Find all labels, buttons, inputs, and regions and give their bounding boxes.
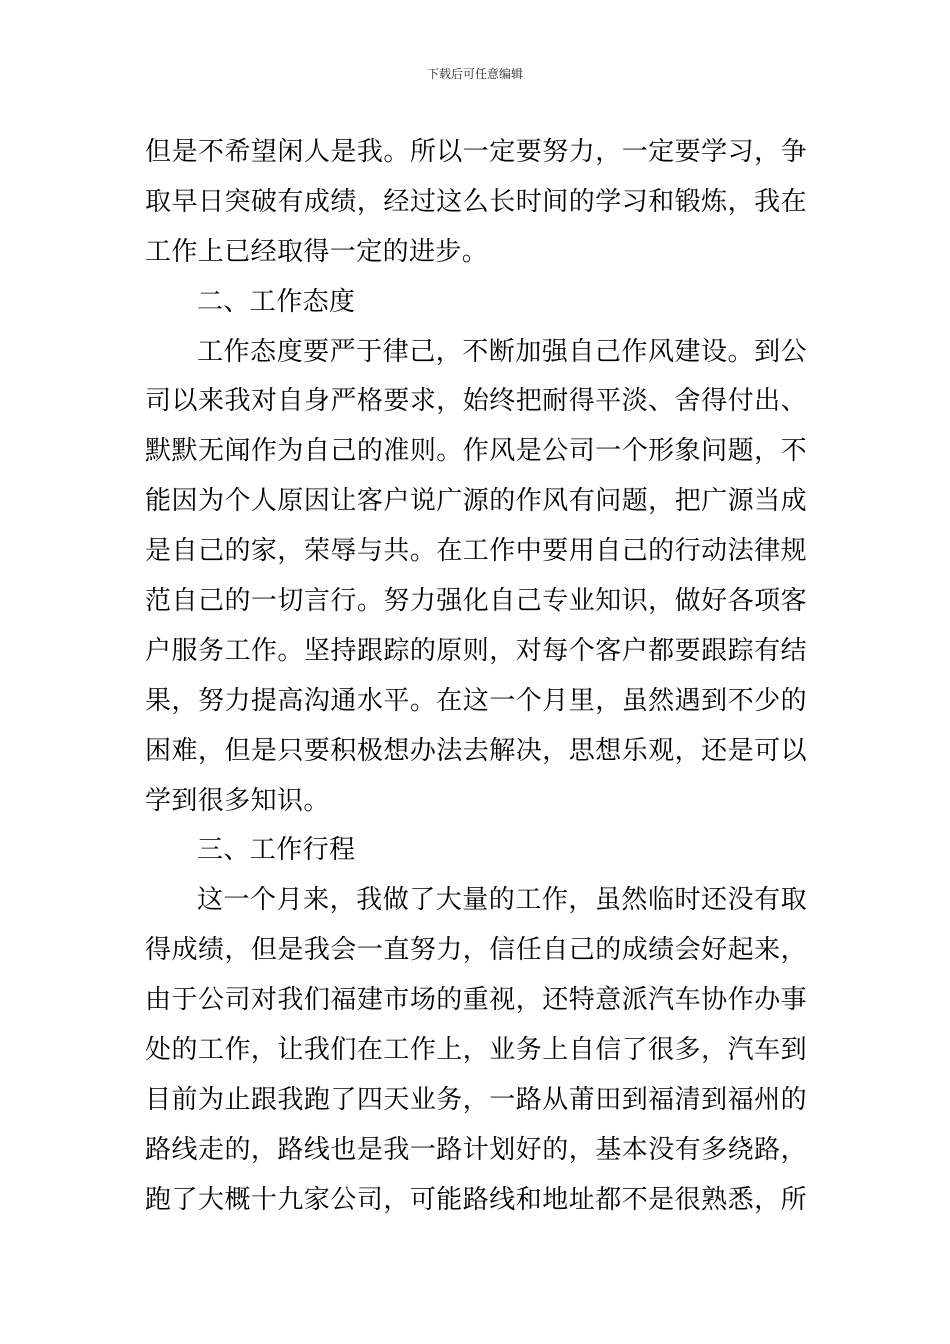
text-line: 学到很多知识。 (145, 785, 330, 816)
page-header: 下载后可任意编辑 (426, 67, 523, 81)
text-line: 工作上已经取得一定的进步。 (145, 236, 489, 267)
body-text (145, 128, 807, 1226)
text-line: 但是不希望闲人是我。所以一定要努力，一定要学习，争 (145, 137, 807, 167)
text-line: 这一个月来，我做了大量的工作，虽然临时还没有取 (197, 885, 807, 916)
text-line: 三、工作行程 (197, 835, 356, 866)
text-line: 取早日突破有成绩，经过这么长时间的学习和锻炼，我在 (145, 186, 807, 217)
text-line: 由于公司对我们福建市场的重视，还特意派汽车协作办事 (145, 985, 807, 1016)
text-line: 默默无闻作为自己的准则。作风是公司一个形象问题，不 (145, 436, 807, 467)
text-line: 果，努力提高沟通水平。在这一个月里，虽然遇到不少的 (145, 685, 807, 716)
text-line: 范自己的一切言行。努力强化自己专业知识，做好各项客 (145, 586, 807, 617)
text-line: 是自己的家，荣辱与共。在工作中要用自己的行动法律规 (145, 536, 807, 567)
text-line: 工作态度要严于律己，不断加强自己作风建设。到公 (197, 336, 807, 367)
text-line: 路线走的，路线也是我一路计划好的，基本没有多绕路， (145, 1134, 807, 1165)
text-line: 能因为个人原因让客户说广源的作风有问题，把广源当成 (145, 486, 807, 517)
text-line: 困难，但是只要积极想办法去解决，思想乐观，还是可以 (145, 735, 807, 766)
text-line: 司以来我对自身严格要求，始终把耐得平淡、舍得付出、 (145, 386, 807, 417)
text-line: 户服务工作。坚持跟踪的原则，对每个客户都要跟踪有结 (145, 635, 807, 666)
text-line: 处的工作，让我们在工作上，业务上自信了很多，汽车到 (145, 1035, 807, 1066)
text-line: 目前为止跟我跑了四天业务，一路从莆田到福清到福州的 (145, 1084, 807, 1115)
text-line: 得成绩，但是我会一直努力，信任自己的成绩会好起来， (145, 935, 807, 966)
text-line: 跑了大概十九家公司，可能路线和地址都不是很熟悉，所 (145, 1184, 807, 1215)
text-line: 二、工作态度 (197, 286, 356, 317)
